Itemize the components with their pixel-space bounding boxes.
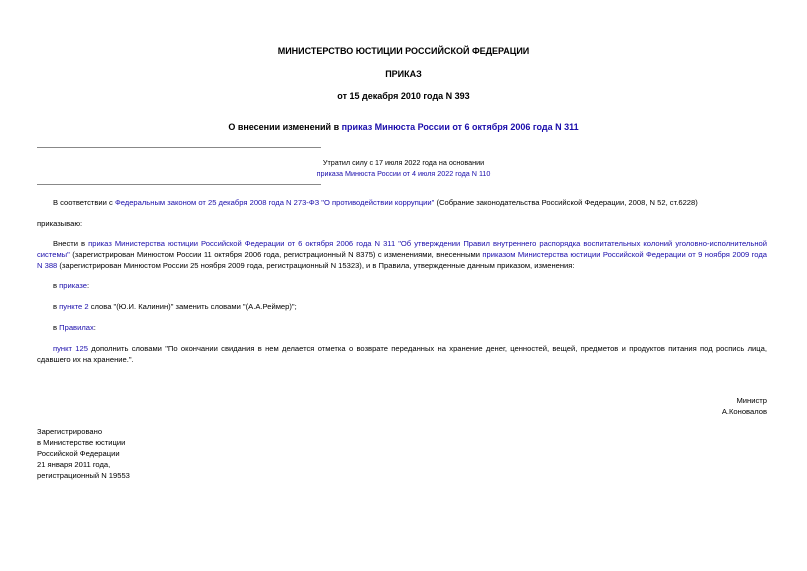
p5-suffix: слова "(Ю.И. Калинин)" заменить словами "(А.А.Реймер)"; (88, 302, 297, 311)
registration-line2: в Министерстве юстиции (37, 438, 126, 447)
registration-line4: 21 января 2011 года, (37, 460, 111, 469)
order-388-link[interactable]: приказом Министерства юстиции Российской Федерации от 9 ноября 2009 года N 388 (37, 250, 767, 270)
order-311-link[interactable]: приказ Министерства юстиции Российской Федерации от 6 октября 2006 года N 311 "Об утверждении Правил внутреннего распорядка воспитательных колоний уголовно-исполнительной системы" (37, 239, 767, 259)
paragraph-in-order (37, 280, 767, 291)
p3-prefix: Внести в (53, 239, 89, 248)
paragraph-item-2 (37, 301, 767, 312)
paragraph-item-125 (37, 343, 767, 365)
doc-title-prefix: О внесении изменений в (228, 122, 342, 132)
status-note-line1: Утратил силу с 17 июля 2022 года на основании (322, 158, 485, 167)
p3-suffix: (зарегистрирован Минюстом России 25 ноября 2009 года, регистрационный N 15323), и в Правила, утвержденные данным приказом, изменения: (57, 261, 575, 270)
doc-date-heading: от 15 декабря 2010 года N 393 (337, 91, 470, 101)
in-order-link[interactable]: приказе (59, 281, 87, 290)
registration-line1: Зарегистрировано (37, 427, 103, 436)
p4-prefix: в (53, 281, 60, 290)
divider-top (37, 147, 321, 148)
p5-prefix: в (53, 302, 60, 311)
registration-line3: Российской Федерации (37, 449, 120, 458)
p7-suffix: дополнить словами "По окончании свидания в нем делается отметка о возврате переданных на хранение денег, ценностей, вещей, предметов и продуктов питания под роспись лица, сдавшего их на хранение.". (37, 344, 767, 364)
federal-law-link[interactable]: Федеральным законом от 25 декабря 2008 года N 273-ФЗ "О противодействии коррупции" (114, 198, 435, 207)
registration-line5: регистрационный N 19553 (37, 471, 130, 480)
p6-suffix: : (93, 323, 96, 332)
doc-type-heading: ПРИКАЗ (385, 69, 422, 79)
p4-suffix: : (86, 281, 90, 290)
rules-link[interactable]: Правилах (59, 323, 94, 332)
repeal-order-link[interactable]: приказа Минюста России от 4 июля 2022 года N 110 (316, 169, 491, 178)
signature-name: А.Коновалов (721, 407, 767, 416)
p1-suffix: (Собрание законодательства Российской Федерации, 2008, N 52, ст.6228) (434, 198, 698, 207)
paragraph-order: приказываю: (37, 219, 83, 228)
status-note-link-row (0, 168, 807, 179)
item-2-link[interactable]: пункте 2 (59, 302, 89, 311)
p1-prefix: В соответствии с (53, 198, 115, 207)
title-order-link[interactable]: приказ Минюста России от 6 октября 2006 года N 311 (341, 122, 579, 132)
paragraph-in-rules (37, 322, 767, 333)
doc-title (0, 122, 807, 133)
signature-role: Министр (736, 396, 767, 405)
paragraph-amendments (37, 238, 767, 271)
divider-bottom (37, 184, 321, 185)
p6-prefix: в (53, 323, 60, 332)
p3-middle: (зарегистрирован Минюстом России 11 октября 2006 года, регистрационный N 8375) с изменениями, внесенными (69, 250, 483, 259)
paragraph-basis (37, 197, 767, 208)
ministry-heading: МИНИСТЕРСТВО ЮСТИЦИИ РОССИЙСКОЙ ФЕДЕРАЦИИ (277, 46, 530, 56)
item-125-link[interactable]: пункт 125 (53, 344, 88, 353)
